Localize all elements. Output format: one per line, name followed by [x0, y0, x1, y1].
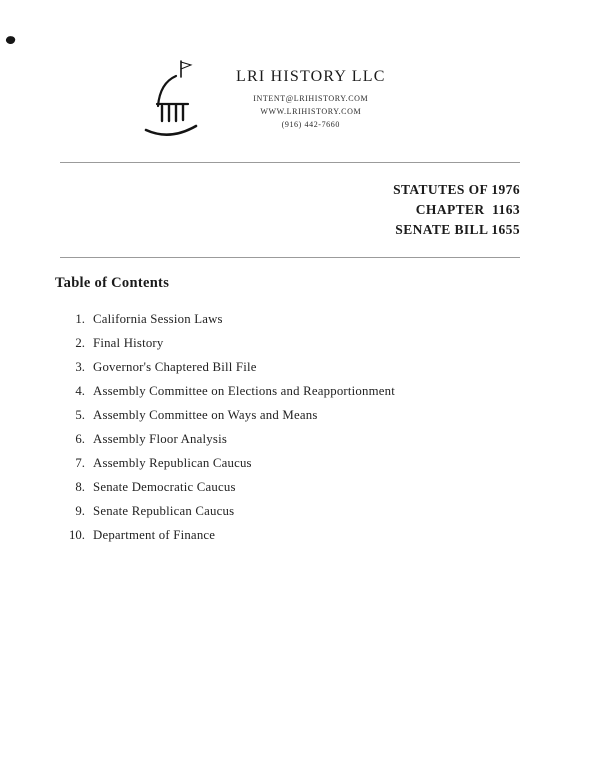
- toc-item-label: Assembly Committee on Elections and Reapportionment: [93, 384, 395, 398]
- letterhead: [0, 0, 600, 142]
- lri-logo: [140, 56, 210, 142]
- toc-item: [50, 336, 600, 350]
- toc-item: [50, 360, 600, 374]
- toc-item: [50, 312, 600, 326]
- toc-item-number: 7.: [75, 456, 85, 470]
- letterhead-text: [236, 68, 386, 131]
- chapter-number: CHAPTER 1163: [415, 202, 520, 217]
- toc-item-number: 8.: [75, 480, 85, 494]
- toc-title: Table of Contents: [55, 275, 170, 291]
- toc-item-number: 2.: [75, 336, 85, 350]
- toc-item: [50, 456, 600, 470]
- toc-item: [50, 480, 600, 494]
- toc-item-label: Senate Democratic Caucus: [93, 480, 236, 494]
- toc-item-number: 1.: [75, 312, 85, 326]
- toc-item-number: 9.: [75, 504, 85, 518]
- toc-item-number: 4.: [75, 384, 85, 398]
- toc-item: [50, 504, 600, 518]
- horizontal-rule-top: [60, 162, 520, 163]
- company-name: LRI HISTORY LLC: [236, 67, 386, 85]
- toc-item-number: 3.: [75, 360, 85, 374]
- company-website: WWW.LRIHISTORY.COM: [260, 106, 362, 116]
- toc-list: [0, 312, 600, 542]
- toc-item-label: Department of Finance: [93, 528, 216, 542]
- toc-item: [50, 528, 600, 542]
- toc-item-label: Governor's Chaptered Bill File: [93, 360, 257, 374]
- toc-item: [50, 432, 600, 446]
- toc-item: [50, 384, 600, 398]
- lri-logo-icon: [140, 56, 210, 142]
- statutes-of-year: STATUTES OF 1976: [393, 182, 520, 197]
- toc-item-number: 5.: [75, 408, 85, 422]
- statutes-block: [0, 180, 520, 240]
- toc-item: [50, 408, 600, 422]
- company-email: INTENT@LRIHISTORY.COM: [253, 93, 369, 103]
- horizontal-rule-bottom: [60, 257, 520, 258]
- toc-item-label: Assembly Committee on Ways and Means: [93, 408, 318, 422]
- toc-item-number: 10.: [69, 528, 85, 542]
- toc-item-label: Assembly Floor Analysis: [93, 432, 227, 446]
- company-phone: (916) 442-7660: [281, 119, 340, 129]
- toc-item-label: Final History: [93, 336, 164, 350]
- senate-bill-number: SENATE BILL 1655: [395, 222, 520, 237]
- toc-item-label: Senate Republican Caucus: [93, 504, 235, 518]
- toc-item-number: 6.: [75, 432, 85, 446]
- toc-item-label: California Session Laws: [93, 312, 223, 326]
- toc-item-label: Assembly Republican Caucus: [93, 456, 252, 470]
